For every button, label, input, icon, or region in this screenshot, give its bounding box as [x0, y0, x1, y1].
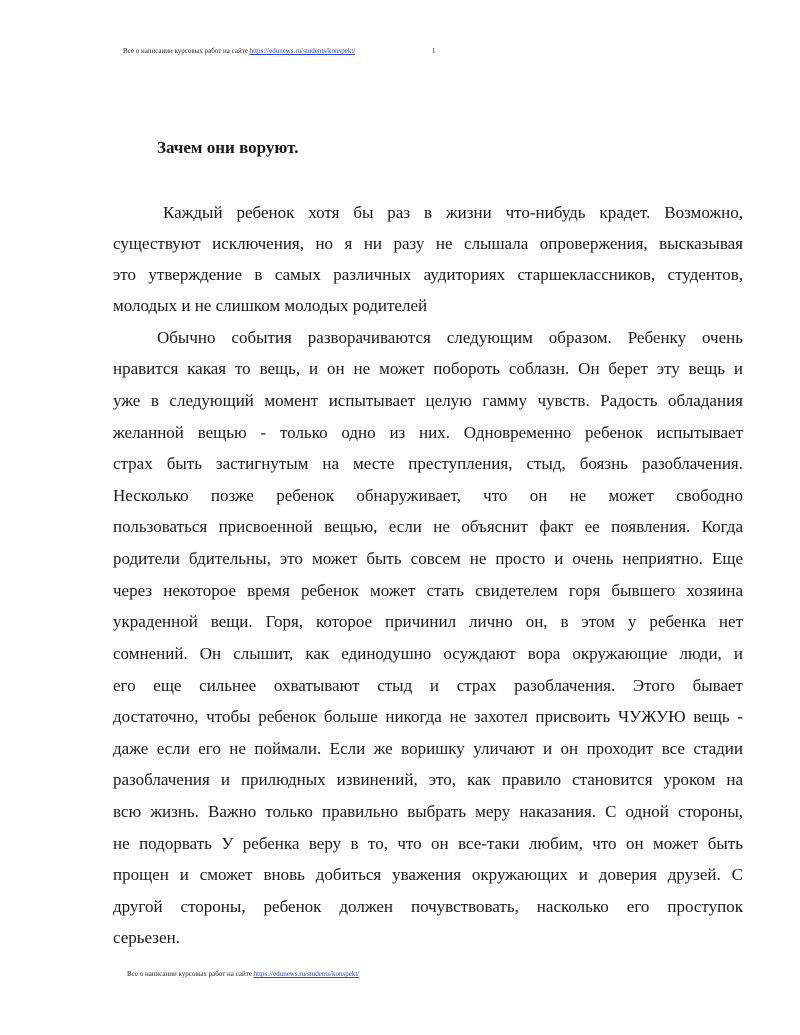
text-line: другой стороны, ребенок должен почувствовать, насколько его проступок: [113, 897, 743, 916]
text-line: достаточно, чтобы ребенок больше никогда не захотел присвоить ЧУЖУЮ вещь -: [113, 707, 743, 726]
text-line: его еще сильнее охватывают стыд и страх разоблачения. Этого бывает: [113, 676, 743, 695]
text-line: не подорвать У ребенка веру в то, что он все-таки любим, что он может быть: [113, 834, 743, 853]
footer-text: Все о написании курсовых работ на сайте: [127, 970, 254, 978]
text-line: всю жизнь. Важно только правильно выбрать меру наказания. С одной стороны,: [113, 802, 743, 821]
text-line: существуют исключения, но я ни разу не слышала опровержения, высказывая: [113, 234, 743, 253]
text-line: через некоторое время ребенок может стать свидетелем горя бывшего хозяина: [113, 581, 743, 600]
page-number: 1: [432, 47, 436, 55]
text-line: нравится какая то вещь, и он не может побороть соблазн. Он берет эту вещь и: [113, 359, 743, 378]
text-line: пользоваться присвоенной вещью, если не объяснит факт ее появления. Когда: [113, 517, 743, 536]
text-line: желанной вещью - только одно из них. Одновременно ребенок испытывает: [113, 423, 743, 442]
header-text: Все о написании курсовых работ на сайте: [123, 47, 250, 55]
text-line: прощен и сможет вновь добиться уважения окружающих и доверия друзей. С: [113, 865, 743, 884]
text-line: Каждый ребенок хотя бы раз в жизни что-нибудь крадет. Возможно,: [163, 203, 743, 222]
text-line: Несколько позже ребенок обнаруживает, что он не может свободно: [113, 486, 743, 505]
text-line: украденной вещи. Горя, которое причинил лично он, в этом у ребенка нет: [113, 612, 743, 631]
page-header: [123, 47, 355, 55]
text-line: серьезен.: [113, 928, 180, 947]
header-link[interactable]: https://edunews.ru/students/konspekt/: [249, 47, 356, 55]
text-line: родители бдительны, это может быть совсем не просто и очень неприятно. Еще: [113, 549, 743, 568]
document-title: Зачем они воруют.: [157, 138, 299, 157]
text-line: разоблачения и прилюдных извинений, это, как правило становится уроком на: [113, 770, 743, 789]
text-line: молодых и не слишком молодых родителей: [113, 296, 428, 315]
footer-link[interactable]: https://edunews.ru/students/konspekt/: [253, 970, 360, 978]
text-line: даже если его не поймали. Если же воришку уличают и он проходит все стадии: [113, 739, 743, 758]
text-line: Обычно события разворачиваются следующим образом. Ребенку очень: [157, 328, 743, 347]
page-footer: [127, 970, 359, 978]
text-line: сомнений. Он слышит, как единодушно осуждают вора окружающие люди, и: [113, 644, 743, 663]
text-line: это утверждение в самых различных аудиториях старшеклассников, студентов,: [113, 265, 743, 284]
text-line: уже в следующий момент испытывает целую гамму чувств. Радость обладания: [113, 391, 743, 410]
text-line: страх быть застигнутым на месте преступления, стыд, боязнь разоблачения.: [113, 454, 743, 473]
